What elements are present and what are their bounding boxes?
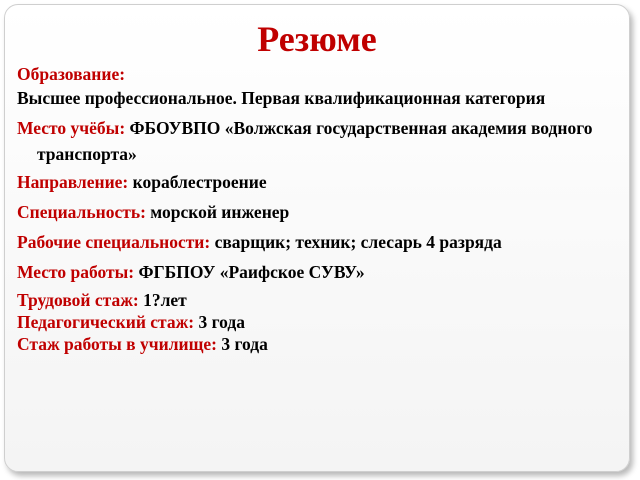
education-value-row [17,87,617,109]
working-specialties-value: сварщик; техник; слесарь 4 разряда [210,232,502,252]
teaching-experience-row [17,311,617,333]
work-experience-label: Трудовой стаж: [17,290,139,310]
study-place-label: Место учёбы: [17,118,126,138]
education-label-row [17,63,617,85]
resume-body [17,63,617,355]
direction-value: кораблестроение [128,172,267,192]
education-label: Образование: [17,64,126,84]
direction-label: Направление: [17,172,129,192]
work-experience-value: 1?лет [138,290,187,310]
teaching-experience-value: 3 года [194,312,245,332]
working-specialties-label: Рабочие специальности: [17,232,211,252]
education-value: Высшее профессиональное. Первая квалификационная категория [17,88,546,108]
page-title: Резюме [257,19,377,59]
specialty-row [17,199,617,225]
study-place-value: ФБОУВПО «Волжская государственная академия водного транспорта» [37,118,593,164]
workplace-value: ФГБПОУ «Раифское СУВУ» [134,262,365,282]
specialty-value: морской инженер [145,202,290,222]
school-experience-value: 3 года [217,334,268,354]
workplace-label: Место работы: [17,262,135,282]
workplace-row [17,259,617,285]
specialty-label: Специальность: [17,202,146,222]
work-experience-row [17,289,617,311]
school-experience-label: Стаж работы в училище: [17,334,217,354]
direction-row [17,169,617,195]
school-experience-row [17,333,617,355]
teaching-experience-label: Педагогический стаж: [17,312,195,332]
working-specialties-row [17,229,617,255]
slide-frame [4,4,630,472]
study-place-row [17,115,617,167]
